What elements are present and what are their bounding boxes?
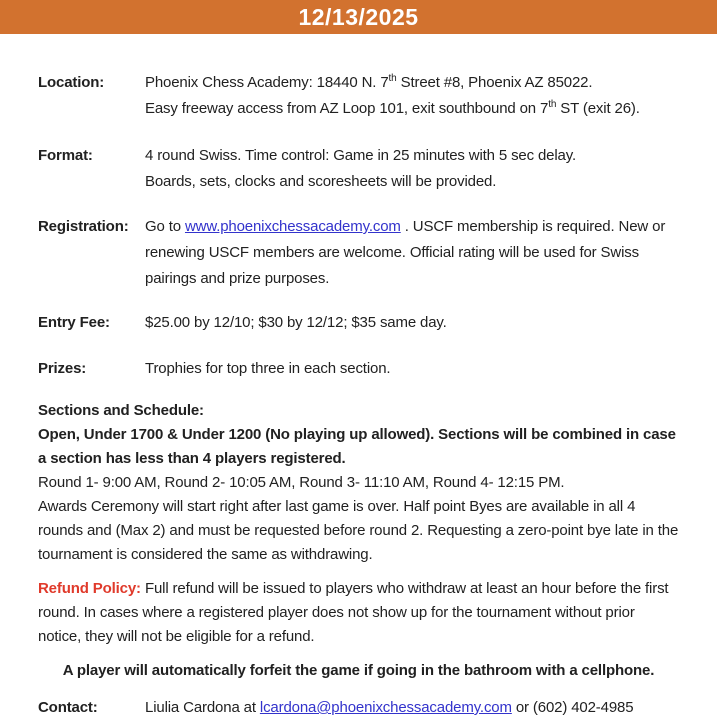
contact-row (38, 695, 679, 717)
format-line-2: Boards, sets, clocks and scoresheets will be provided. (145, 173, 497, 190)
entry-fee-row (38, 310, 679, 336)
ordinal-superscript: th (388, 73, 397, 84)
registration-label: Registration: (38, 218, 129, 235)
location-label: Location: (38, 74, 105, 91)
tournament-date: 12/13/2025 (298, 3, 419, 30)
prizes-row (38, 356, 679, 382)
contact-value (145, 695, 679, 717)
location-line-2 (145, 96, 679, 122)
format-label: Format: (38, 147, 93, 164)
prizes-label: Prizes: (38, 360, 87, 377)
ordinal-superscript: th (548, 99, 557, 110)
location-address-text: Phoenix Chess Academy: 18440 N. 7 (145, 74, 389, 91)
format-value (145, 143, 679, 195)
registration-text-rest: . USCF membership is required. (400, 218, 615, 235)
registration-details-text: New or renewing USCF members are welcome. Official rating will be used for Swiss pairings and prize purposes. (145, 218, 666, 287)
sections-heading: Sections and Schedule: (38, 402, 204, 419)
refund-policy-label: Refund Policy: (38, 580, 141, 597)
contact-label: Contact: (38, 699, 98, 716)
location-row (38, 70, 679, 122)
flyer-content (0, 70, 717, 717)
registration-row (38, 214, 679, 292)
location-value (145, 70, 679, 122)
contact-email-link[interactable]: lcardona@phoenixchessacademy.com (259, 699, 512, 716)
prizes-value: Trophies for top three in each section. (145, 360, 391, 377)
registration-value (145, 214, 679, 292)
academy-website-link[interactable]: www.phoenixchessacademy.com (184, 218, 401, 235)
location-directions-text: Easy freeway access from AZ Loop 101, exit southbound on 7 (145, 100, 549, 117)
sections-and-schedule (38, 399, 679, 567)
location-line-1 (145, 70, 679, 96)
refund-policy-text: Full refund will be issued to players who withdraw at least an hour before the first round. In cases where a registered player does not show up for the tournament without prior notice, they will not be eligible for a refund. (38, 580, 669, 645)
format-line-1: 4 round Swiss. Time control: Game in 25 minutes with 5 sec delay. (145, 147, 576, 164)
refund-policy (38, 577, 679, 649)
awards-and-byes-text: Awards Ceremony will start right after last game is over. Half point Byes are available in all 4 rounds and (Max 2) and must be requested before round 2. Requesting a zero-point bye late in the tournament is considered the same as withdrawing. (38, 498, 679, 563)
sections-combine-rule: Open, Under 1700 & Under 1200 (No playing up allowed). Sections will be combined in case a section has less than 4 players registered. (38, 426, 676, 467)
location-address-text-rest: Street #8, Phoenix AZ 85022. (396, 74, 593, 91)
entry-fee-label: Entry Fee: (38, 314, 110, 331)
entry-fee-value: $25.00 by 12/10; $30 by 12/12; $35 same day. (145, 314, 447, 331)
registration-text: Go to (145, 218, 185, 235)
contact-name-text: Liulia Cardona at (145, 699, 260, 716)
contact-phone-text: or (602) 402-4985 (511, 699, 634, 716)
location-directions-text-rest: ST (exit 26). (556, 100, 640, 117)
date-banner (0, 0, 717, 34)
format-row (38, 143, 679, 195)
round-times: Round 1- 9:00 AM, Round 2- 10:05 AM, Round 3- 11:10 AM, Round 4- 12:15 PM. (38, 474, 565, 491)
cellphone-forfeit-notice: A player will automatically forfeit the game if going in the bathroom with a cellphone. (62, 662, 655, 679)
